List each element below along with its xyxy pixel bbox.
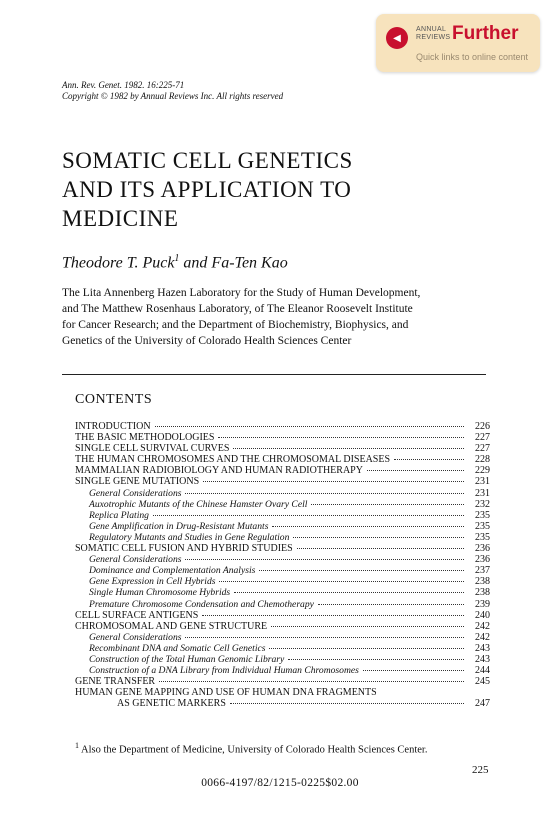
affiliation-line-2: and The Matthew Rosenhaus Laboratory, of The Eleanor Roosevelt Institute [62, 303, 413, 315]
toc-entry-title: HUMAN GENE MAPPING AND USE OF HUMAN DNA FRAGMENTS [75, 687, 377, 699]
toc-entry-page: 226 [475, 421, 490, 432]
toc-leader [219, 581, 464, 582]
toc-entry-page: 227 [475, 432, 490, 444]
toc-leader [297, 548, 464, 549]
toc-subentry-title: General Considerations [89, 631, 182, 643]
toc-subentry[interactable] [75, 632, 490, 643]
toc-subentry[interactable] [75, 554, 490, 565]
toc-subentry-title: Recombinant DNA and Somatic Cell Genetics [89, 642, 266, 654]
toc-leader [185, 559, 464, 560]
banner-org-name [416, 26, 456, 42]
toc-leader [185, 493, 464, 494]
toc-entry-title: SINGLE GENE MUTATIONS [75, 476, 200, 488]
toc-leader [367, 470, 464, 471]
toc-leader [203, 481, 464, 482]
toc-subentry-title: Regulatory Mutants and Studies in Gene Regulation [89, 531, 290, 543]
footnote-mark: 1 [75, 741, 79, 750]
toc-entry-title: THE BASIC METHODOLOGIES [75, 432, 215, 444]
toc-subentry-title: Dominance and Complementation Analysis [89, 565, 256, 577]
author-footnote-mark[interactable]: 1 [174, 253, 180, 264]
footnote-text: Also the Department of Medicine, University of Colorado Health Sciences Center. [79, 744, 428, 756]
affiliation-line-1: The Lita Annenberg Hazen Laboratory for the Study of Human Development, [62, 287, 421, 299]
toc-subentry[interactable] [75, 521, 490, 532]
toc-entry-title: THE HUMAN CHROMOSOMES AND THE CHROMOSOMAL DISEASES [75, 454, 391, 466]
toc-leader [218, 437, 464, 438]
toc-subentry[interactable] [75, 565, 490, 576]
toc-subentry-title: Gene Expression in Cell Hybrids [89, 576, 216, 588]
toc-entry[interactable] [75, 476, 490, 487]
toc-leader [230, 703, 464, 704]
toc-entry-page: 243 [475, 642, 490, 654]
title-line-1: SOMATIC CELL GENETICS [62, 148, 353, 173]
toc-leader [233, 448, 464, 449]
price-code: 0066-4197/82/1215-0225$02.00 [201, 777, 359, 789]
toc-entry-page: 244 [475, 665, 490, 677]
toc-subentry[interactable] [75, 599, 490, 610]
toc-entry-page: 238 [475, 587, 490, 599]
toc-entry[interactable] [75, 698, 490, 709]
toc-entry-page: 228 [475, 454, 490, 466]
toc-entry[interactable] [75, 443, 490, 454]
citation-line-2: Copyright © 1982 by Annual Reviews Inc. All rights reserved [62, 91, 284, 101]
annual-reviews-logo-icon: ◀ [386, 27, 408, 49]
annual-reviews-further-banner[interactable] [376, 14, 540, 72]
toc-entry-page: 235 [475, 531, 490, 543]
toc-subentry[interactable] [75, 576, 490, 587]
toc-subentry-title: Auxotrophic Mutants of the Chinese Hamster Ovary Cell [89, 498, 308, 510]
toc-entry-page: 242 [475, 631, 490, 643]
toc-entry-page: 227 [475, 443, 490, 455]
toc-entry-page: 243 [475, 653, 490, 665]
toc-leader [288, 659, 464, 660]
toc-subentry-title: Premature Chromosome Condensation and Chemotherapy [89, 598, 314, 610]
footnote [75, 741, 427, 756]
toc-subentry-title: Construction of the Total Human Genomic Library [89, 653, 285, 665]
banner-org-line2: REVIEWS [416, 34, 451, 41]
toc-entry[interactable] [75, 610, 490, 621]
page-number: 225 [472, 764, 489, 776]
toc-leader [272, 526, 464, 527]
toc-subentry[interactable] [75, 654, 490, 665]
toc-leader [259, 570, 464, 571]
toc-entry[interactable] [75, 454, 490, 465]
toc-entry-title: CHROMOSOMAL AND GENE STRUCTURE [75, 620, 268, 632]
toc-entry-page: 231 [475, 487, 490, 499]
toc-subentry-title: Gene Amplification in Drug-Resistant Mutants [89, 520, 269, 532]
toc-entry-title: INTRODUCTION [75, 421, 151, 432]
toc-subentry-title: Construction of a DNA Library from Individual Human Chromosomes [89, 665, 359, 677]
toc-entry-page: 229 [475, 465, 490, 477]
toc-entry-page: 247 [475, 698, 490, 710]
toc-subentry[interactable] [75, 532, 490, 543]
affiliation [62, 285, 502, 349]
toc-entry-page: 245 [475, 676, 490, 688]
toc-leader [311, 504, 464, 505]
toc-subentry-title: General Considerations [89, 554, 182, 566]
toc-subentry[interactable] [75, 510, 490, 521]
affiliation-line-4: Genetics of the University of Colorado Health Sciences Center [62, 335, 352, 347]
toc-subentry[interactable] [75, 587, 490, 598]
author-2: and Fa-Ten Kao [179, 254, 288, 272]
toc-entry-page: 237 [475, 565, 490, 577]
affiliation-line-3: for Cancer Research; and the Department of Biochemistry, Biophysics, and [62, 319, 409, 331]
toc-subentry-title: Single Human Chromosome Hybrids [89, 587, 231, 599]
toc-leader [269, 648, 464, 649]
toc-leader [185, 637, 464, 638]
toc-entry[interactable] [75, 621, 490, 632]
toc-subentry[interactable] [75, 499, 490, 510]
divider [62, 374, 486, 375]
toc-entry-title: CELL SURFACE ANTIGENS [75, 609, 199, 621]
toc-entry-page: 242 [475, 620, 490, 632]
author-1: Theodore T. Puck [62, 254, 175, 272]
toc-entry[interactable] [75, 687, 490, 698]
banner-org-line1: ANNUAL [416, 26, 447, 33]
toc-leader [234, 592, 464, 593]
toc-entry-title: MAMMALIAN RADIOBIOLOGY AND HUMAN RADIOTHERAPY [75, 465, 363, 477]
toc-entry[interactable] [75, 465, 490, 476]
toc-subentry[interactable] [75, 643, 490, 654]
toc-entry-page: 236 [475, 543, 490, 555]
toc-entry-page: 239 [475, 598, 490, 610]
toc-entry-page: 235 [475, 520, 490, 532]
toc-entry-page: 238 [475, 576, 490, 588]
toc-subentry[interactable] [75, 488, 490, 499]
toc-leader [153, 515, 464, 516]
toc-entry-title: GENE TRANSFER [75, 676, 156, 688]
toc-leader [293, 537, 464, 538]
toc-entry-page: 236 [475, 554, 490, 566]
toc-subentry-title: Replica Plating [89, 509, 149, 521]
toc-leader [394, 459, 464, 460]
toc-entry-title: AS GENETIC MARKERS [117, 698, 226, 710]
article-title [62, 146, 353, 233]
journal-citation [62, 80, 283, 102]
toc-entry-page: 240 [475, 609, 490, 621]
toc-entry-title: SINGLE CELL SURVIVAL CURVES [75, 443, 230, 455]
toc-leader [159, 681, 464, 682]
toc-subentry[interactable] [75, 665, 490, 676]
toc-entry[interactable] [75, 421, 490, 432]
toc-subentry-title: General Considerations [89, 487, 182, 499]
toc-leader [318, 604, 464, 605]
toc-entry[interactable] [75, 432, 490, 443]
toc-entry[interactable] [75, 676, 490, 687]
toc-entry[interactable] [75, 543, 490, 554]
title-line-3: MEDICINE [62, 206, 179, 231]
toc-entry-page: 232 [475, 498, 490, 510]
toc-leader [271, 626, 464, 627]
toc-leader [155, 426, 464, 427]
title-line-2: AND ITS APPLICATION TO [62, 177, 352, 202]
banner-further-label: Further [452, 23, 519, 44]
contents-heading: CONTENTS [75, 392, 153, 407]
authors [62, 253, 288, 272]
banner-subtitle: Quick links to online content [416, 52, 529, 62]
toc-leader [202, 615, 464, 616]
toc-entry-title: SOMATIC CELL FUSION AND HYBRID STUDIES [75, 543, 293, 555]
toc-leader [363, 670, 464, 671]
toc-entry-page: 231 [475, 476, 490, 488]
citation-line-1: Ann. Rev. Genet. 1982. 16:225-71 [62, 80, 185, 90]
table-of-contents [75, 421, 490, 709]
toc-entry-page: 235 [475, 509, 490, 521]
